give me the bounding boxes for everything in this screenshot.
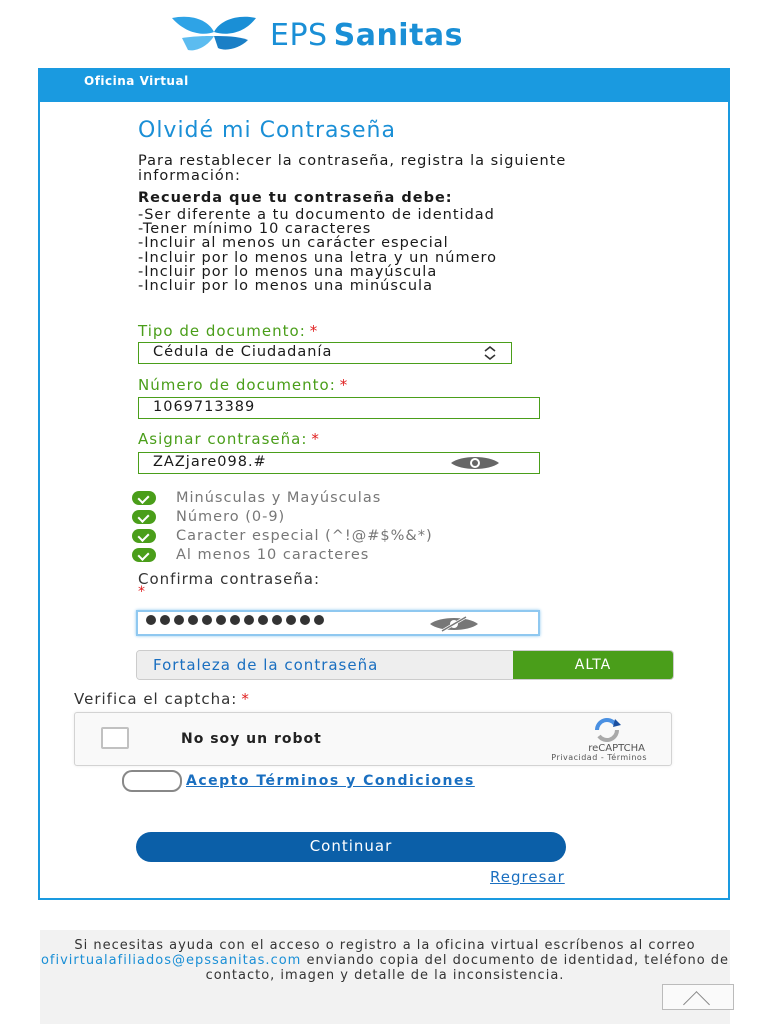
password-dot — [300, 615, 310, 625]
terms-link[interactable]: Acepto Términos y Condiciones — [186, 773, 475, 789]
password-dot — [314, 615, 324, 625]
strength-value: ALTA — [513, 651, 673, 679]
page-title: Olvidé mi Contraseña — [138, 118, 396, 143]
rule-item: -Incluir por lo menos una mayúscula — [138, 263, 438, 280]
password-check-item: Caracter especial (^!@#$%&*) — [132, 526, 433, 545]
check-icon — [132, 510, 156, 524]
terms-row — [122, 770, 475, 792]
support-email-link[interactable]: ofivirtualafiliados@epssanitas.com — [40, 953, 302, 968]
scroll-to-top-button[interactable] — [662, 984, 734, 1010]
password-dot — [188, 615, 198, 625]
rule-item: -Incluir por lo menos una minúscula — [138, 278, 433, 295]
password-check-item: Minúsculas y Mayúsculas — [132, 488, 433, 507]
password-checks-list — [132, 488, 433, 564]
recaptcha-checkbox[interactable] — [101, 727, 129, 749]
password-dot — [216, 615, 226, 625]
confirm-password-label: Confirma contraseña: — [138, 570, 321, 588]
confirm-required-mark: * — [138, 584, 145, 600]
password-check-item: Número (0-9) — [132, 507, 433, 526]
password-label: Asignar contraseña: * — [138, 430, 320, 448]
password-dot — [258, 615, 268, 625]
password-dot — [272, 615, 282, 625]
footer-text-2: enviando copia del documento de identidad, teléfono de contacto, imagen y detalle de la inconsistencia. — [205, 953, 730, 983]
doc-number-input[interactable]: 1069713389 — [138, 397, 540, 419]
recaptcha-links[interactable]: Privacidad - Términos — [551, 753, 647, 762]
rule-item: -Tener mínimo 10 caracteres — [138, 221, 372, 238]
password-dot — [244, 615, 254, 625]
confirm-password-input[interactable] — [136, 610, 540, 636]
recaptcha-brand: reCAPTCHA — [588, 743, 645, 754]
back-link[interactable]: Regresar — [490, 868, 565, 886]
password-rules-list — [138, 208, 628, 293]
rule-item: -Incluir al menos un carácter especial — [138, 235, 449, 252]
password-dot — [286, 615, 296, 625]
eps-sanitas-logo — [168, 14, 608, 58]
password-check-item: Al menos 10 caracteres — [132, 545, 433, 564]
eye-icon[interactable] — [447, 455, 503, 475]
intro-text: Para restablecer la contraseña, registra la siguiente información: — [138, 153, 567, 184]
rule-item: -Ser diferente a tu documento de identidad — [138, 207, 495, 223]
password-dot — [174, 615, 184, 625]
continue-button[interactable]: Continuar — [136, 832, 566, 862]
strength-label: Fortaleza de la contraseña — [137, 651, 513, 679]
check-icon — [132, 548, 156, 562]
password-strength-bar — [136, 650, 674, 680]
eye-slash-icon[interactable] — [424, 616, 484, 636]
password-dot — [146, 615, 156, 625]
brand-name: EPS Sanitas — [270, 18, 464, 53]
butterfly-logo-icon — [168, 14, 260, 54]
password-rules-heading: Recuerda que tu contraseña debe: — [138, 190, 453, 206]
check-icon — [132, 529, 156, 543]
captcha-label: Verifica el captcha: * — [74, 690, 250, 708]
check-icon — [132, 491, 156, 505]
virtual-office-card — [38, 68, 730, 900]
doc-number-label: Número de documento: * — [138, 376, 349, 394]
card-header: Oficina Virtual — [40, 70, 728, 102]
password-input[interactable]: ZAZjare098.# — [138, 452, 540, 474]
footer-text: Si necesitas ayuda con el acceso o registro a la oficina virtual escríbenos al correo — [74, 938, 696, 953]
select-arrows-icon — [483, 345, 497, 362]
recaptcha-text: No soy un robot — [181, 731, 322, 747]
doc-type-label: Tipo de documento: * — [138, 322, 319, 340]
recaptcha-widget — [74, 712, 672, 766]
password-dot — [160, 615, 170, 625]
doc-type-select[interactable]: Cédula de Ciudadanía — [138, 342, 512, 364]
help-footer — [40, 930, 730, 1024]
terms-checkbox[interactable] — [122, 770, 182, 792]
recaptcha-logo-icon — [591, 717, 623, 743]
masked-password — [146, 615, 324, 625]
password-dot — [230, 615, 240, 625]
password-dot — [202, 615, 212, 625]
rule-item: -Incluir por lo menos una letra y un número — [138, 249, 497, 266]
